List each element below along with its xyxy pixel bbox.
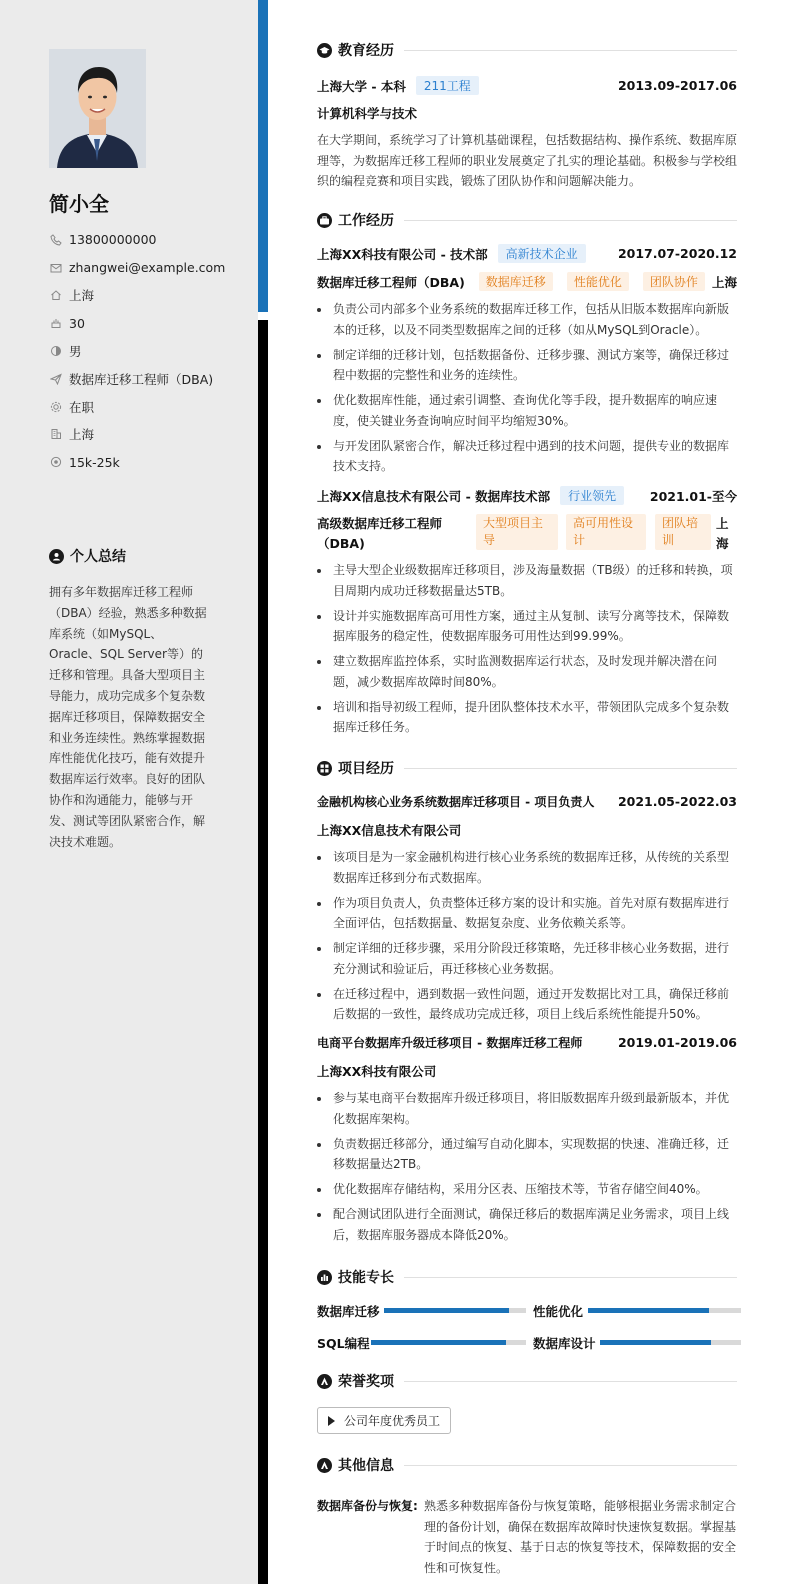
skill-bar bbox=[384, 1308, 526, 1313]
skill-name: 数据库迁移 bbox=[317, 1304, 380, 1319]
skill-tag: 性能优化 bbox=[567, 272, 629, 291]
avatar-photo bbox=[49, 49, 146, 168]
salary-icon bbox=[49, 455, 63, 469]
skill-name: 性能优化 bbox=[533, 1304, 584, 1319]
project-1-header bbox=[317, 793, 737, 810]
list-item: 制定详细的迁移计划，包括数据备份、迁移步骤、测试方案等，确保迁移过程中数据的完整性和业务的连续性。 bbox=[317, 345, 737, 386]
skill-name: 数据库设计 bbox=[533, 1336, 596, 1351]
section-title: 荣誉奖项 bbox=[338, 1374, 394, 1390]
info-text: 上海 bbox=[69, 288, 95, 304]
info-text: 15k-25k bbox=[69, 454, 120, 470]
list-item: 建立数据库监控体系，实时监测数据库运行状态，及时发现并解决潜在问题，减少数据库故障时间80%。 bbox=[317, 651, 737, 692]
school-name: 上海大学 - 本科 bbox=[317, 78, 406, 94]
info-gender bbox=[49, 337, 225, 365]
summary-heading bbox=[49, 546, 126, 566]
cake-icon bbox=[49, 316, 63, 330]
list-item: 优化数据库性能，通过索引调整、查询优化等手段，提升数据库的响应速度，使关键业务查询响应时间平均缩短30%。 bbox=[317, 390, 737, 431]
list-item: 在迁移过程中，遇到数据一致性问题，通过开发数据比对工具，确保迁移前后数据的一致性，最终成功完成迁移，项目上线后系统性能提升50%。 bbox=[317, 984, 737, 1025]
divider-bar bbox=[258, 320, 268, 1584]
list-item: 培训和指导初级工程师，提升团队整体技术水平，带领团队完成多个复杂数据库迁移任务。 bbox=[317, 697, 737, 738]
info-text: 数据库迁移工程师（DBA) bbox=[69, 371, 214, 387]
skill-fill bbox=[371, 1340, 506, 1345]
city-line: 上 bbox=[716, 516, 729, 531]
info-status bbox=[49, 393, 225, 421]
award-icon bbox=[317, 1374, 332, 1389]
briefcase-icon bbox=[317, 213, 332, 228]
section-divider bbox=[404, 1381, 737, 1382]
section-title: 教育经历 bbox=[338, 43, 394, 59]
section-divider bbox=[404, 768, 737, 769]
info-text: 男 bbox=[69, 344, 82, 360]
tag-line: 计 bbox=[573, 533, 586, 547]
education-row bbox=[317, 76, 737, 95]
section-title: 项目经历 bbox=[338, 761, 394, 777]
play-icon bbox=[328, 1416, 335, 1426]
gender-icon bbox=[49, 344, 63, 358]
tag-line: 大型项目主 bbox=[483, 516, 544, 530]
other-text: 熟悉多种数据库备份与恢复策略，能够根据业务需求制定合理的备份计划，确保在数据库故障时快速恢复数据。掌握基于时间点的恢复、基于日志的恢复等技术，保障数据的安全性和可恢复性。 bbox=[424, 1499, 737, 1575]
home-icon bbox=[49, 288, 63, 302]
list-item: 负责公司内部多个业务系统的数据库迁移工作，包括从旧版本数据库向新版本的迁移，以及不同类型数据库之间的迁移（如从MySQL到Oracle）。 bbox=[317, 299, 737, 340]
contact-info-list bbox=[49, 226, 225, 476]
job-2-city bbox=[716, 514, 729, 554]
award-label: 公司年度优秀员工 bbox=[344, 1414, 441, 1428]
info-location bbox=[49, 282, 225, 310]
info-city bbox=[49, 421, 225, 449]
company-tag: 高新技术企业 bbox=[498, 244, 586, 263]
phone-icon bbox=[49, 233, 63, 247]
list-item: 作为项目负责人，负责整体迁移方案的设计和实施。首先对原有数据库进行全面评估，包括数据量、数据复杂度、业务依赖关系等。 bbox=[317, 893, 737, 934]
section-divider bbox=[404, 1277, 737, 1278]
education-desc: 在大学期间，系统学习了计算机基础课程，包括数据结构、操作系统、数据库原理等，为数据库迁移工程师的职业发展奠定了扎实的理论基础。积极参与学校组织的编程竞赛和项目实践，锻炼了团队协作和问题解决能力。 bbox=[317, 133, 738, 188]
job-city: 上海 bbox=[711, 274, 737, 290]
education-date: 2013.09-2017.06 bbox=[617, 78, 737, 93]
work-heading bbox=[317, 210, 737, 230]
info-text: 上海 bbox=[69, 427, 95, 443]
skill-tag bbox=[476, 514, 558, 550]
info-age bbox=[49, 309, 225, 337]
job-1-header bbox=[317, 244, 737, 263]
info-phone bbox=[49, 226, 225, 254]
status-icon bbox=[49, 400, 63, 414]
profile-name: 简小全 bbox=[49, 192, 109, 216]
other-heading bbox=[317, 1455, 737, 1475]
list-item: 制定详细的迁移步骤，采用分阶段迁移策略，先迁移非核心业务数据，进行充分测试和验证后，再迁移核心业务数据。 bbox=[317, 938, 737, 979]
job-role-line: （DBA) bbox=[317, 536, 365, 551]
info-text: 30 bbox=[69, 315, 85, 331]
info-salary bbox=[49, 448, 225, 476]
skill-bar bbox=[600, 1340, 741, 1345]
awards-heading bbox=[317, 1371, 737, 1391]
list-item: 配合测试团队进行全面测试，确保迁移后的数据库满足业务需求，项目上线后，数据库服务器成本降低20%。 bbox=[317, 1204, 737, 1245]
skills-heading bbox=[317, 1267, 737, 1287]
section-title: 工作经历 bbox=[338, 213, 394, 229]
section-divider bbox=[404, 50, 737, 51]
school-tag: 211工程 bbox=[416, 76, 479, 95]
section-title: 其他信息 bbox=[338, 1458, 394, 1474]
section-divider bbox=[404, 1465, 737, 1466]
info-text: zhangwei@example.com bbox=[69, 260, 226, 276]
user-icon bbox=[49, 549, 64, 564]
info-email bbox=[49, 254, 225, 282]
company-tag: 行业领先 bbox=[560, 486, 624, 505]
job-1-role-row bbox=[317, 272, 737, 291]
job-2-role bbox=[317, 514, 442, 554]
skill-bar bbox=[588, 1308, 741, 1313]
tag-line: 高可用性设 bbox=[573, 516, 634, 530]
accent-bar bbox=[258, 0, 268, 312]
project-2-bullets bbox=[317, 1088, 737, 1250]
project-2-header bbox=[317, 1034, 737, 1051]
skill-fill bbox=[588, 1308, 709, 1313]
skill-tag: 团队协作 bbox=[643, 272, 705, 291]
list-item: 与开发团队紧密合作，解决迁移过程中遇到的技术问题，提供专业的数据库技术支持。 bbox=[317, 436, 737, 477]
send-icon bbox=[49, 372, 63, 386]
list-item: 主导大型企业级数据库迁移项目，涉及海量数据（TB级）的迁移和转换，项目周期内成功迁移数据量达5TB。 bbox=[317, 560, 737, 601]
skill-name: SQL编程 bbox=[317, 1336, 370, 1351]
info-text: 在职 bbox=[69, 399, 95, 415]
list-item: 参与某电商平台数据库升级迁移项目，将旧版数据库升级到最新版本，并优化数据库架构。 bbox=[317, 1088, 737, 1129]
summary-text: 拥有多年数据库迁移工程师（DBA）经验，熟悉多种数据库系统（如MySQL、Oracle、SQL Server等）的迁移和管理。具备大型项目主导能力，成功完成多个复杂数据库迁移项目，保障数据安全和业务连续性。熟练掌握数据库性能优化技巧，能有效提升数据库运行效率。良好的团队协作和沟通能力，能够与开发、测试等团队紧密合作，解决技术难题。 bbox=[49, 585, 207, 849]
job-2-header bbox=[317, 486, 737, 505]
skill-fill bbox=[384, 1308, 509, 1313]
tag-line: 团队培 bbox=[662, 516, 699, 530]
job-date: 2021.01-至今 bbox=[649, 488, 737, 504]
skill-bar bbox=[371, 1340, 526, 1345]
job-2-bullets bbox=[317, 560, 737, 742]
tag-line: 导 bbox=[483, 533, 496, 547]
list-item: 该项目是为一家金融机构进行核心业务系统的数据库迁移，从传统的关系型数据库迁移到分布式数据库。 bbox=[317, 847, 737, 888]
section-title: 技能专长 bbox=[338, 1270, 394, 1286]
building-icon bbox=[49, 427, 63, 441]
job-date: 2017.07-2020.12 bbox=[617, 246, 737, 261]
project-date: 2019.01-2019.06 bbox=[617, 1035, 737, 1050]
skill-tag bbox=[566, 514, 646, 550]
list-item: 负责数据迁移部分，通过编写自动化脚本，实现数据的快速、准确迁移，迁移数据量达2TB。 bbox=[317, 1134, 737, 1175]
graduation-cap-icon bbox=[317, 43, 332, 58]
grid-icon bbox=[317, 761, 332, 776]
company-name: 上海XX信息技术有限公司 - 数据库技术部 bbox=[317, 488, 551, 504]
project-name: 金融机构核心业务系统数据库迁移项目 - 项目负责人 bbox=[317, 795, 595, 809]
company-name: 上海XX科技有限公司 - 技术部 bbox=[317, 246, 488, 262]
other-label: 数据库备份与恢复: bbox=[317, 1499, 418, 1513]
summary-title: 个人总结 bbox=[70, 549, 126, 565]
info-icon bbox=[317, 1458, 332, 1473]
project-org: 上海XX信息技术有限公司 bbox=[317, 823, 462, 838]
mail-icon bbox=[49, 261, 63, 275]
project-date: 2021.05-2022.03 bbox=[617, 794, 737, 809]
list-item: 优化数据库存储结构，采用分区表、压缩技术等，节省存储空间40%。 bbox=[317, 1179, 737, 1200]
info-position bbox=[49, 365, 225, 393]
skill-tag: 数据库迁移 bbox=[479, 272, 553, 291]
major: 计算机科学与技术 bbox=[317, 106, 418, 121]
job-role: 数据库迁移工程师（DBA) bbox=[317, 274, 465, 290]
award-item[interactable] bbox=[317, 1407, 451, 1434]
job-1-bullets bbox=[317, 299, 737, 481]
bar-chart-icon bbox=[317, 1270, 332, 1285]
projects-heading bbox=[317, 758, 737, 778]
skill-tag bbox=[655, 514, 711, 550]
city-line: 海 bbox=[716, 536, 729, 551]
project-org: 上海XX科技有限公司 bbox=[317, 1064, 437, 1079]
job-role-line: 高级数据库迁移工程师 bbox=[317, 516, 443, 531]
list-item: 设计并实施数据库高可用性方案，通过主从复制、读写分离等技术，保障数据库服务的稳定性，使数据库服务可用性达到99.99%。 bbox=[317, 606, 737, 647]
education-heading bbox=[317, 40, 737, 60]
tag-line: 训 bbox=[662, 533, 675, 547]
project-1-bullets bbox=[317, 847, 737, 1029]
section-divider bbox=[404, 220, 737, 221]
project-name: 电商平台数据库升级迁移项目 - 数据库迁移工程师 bbox=[317, 1036, 583, 1050]
skill-fill bbox=[600, 1340, 711, 1345]
info-text: 13800000000 bbox=[69, 232, 157, 248]
